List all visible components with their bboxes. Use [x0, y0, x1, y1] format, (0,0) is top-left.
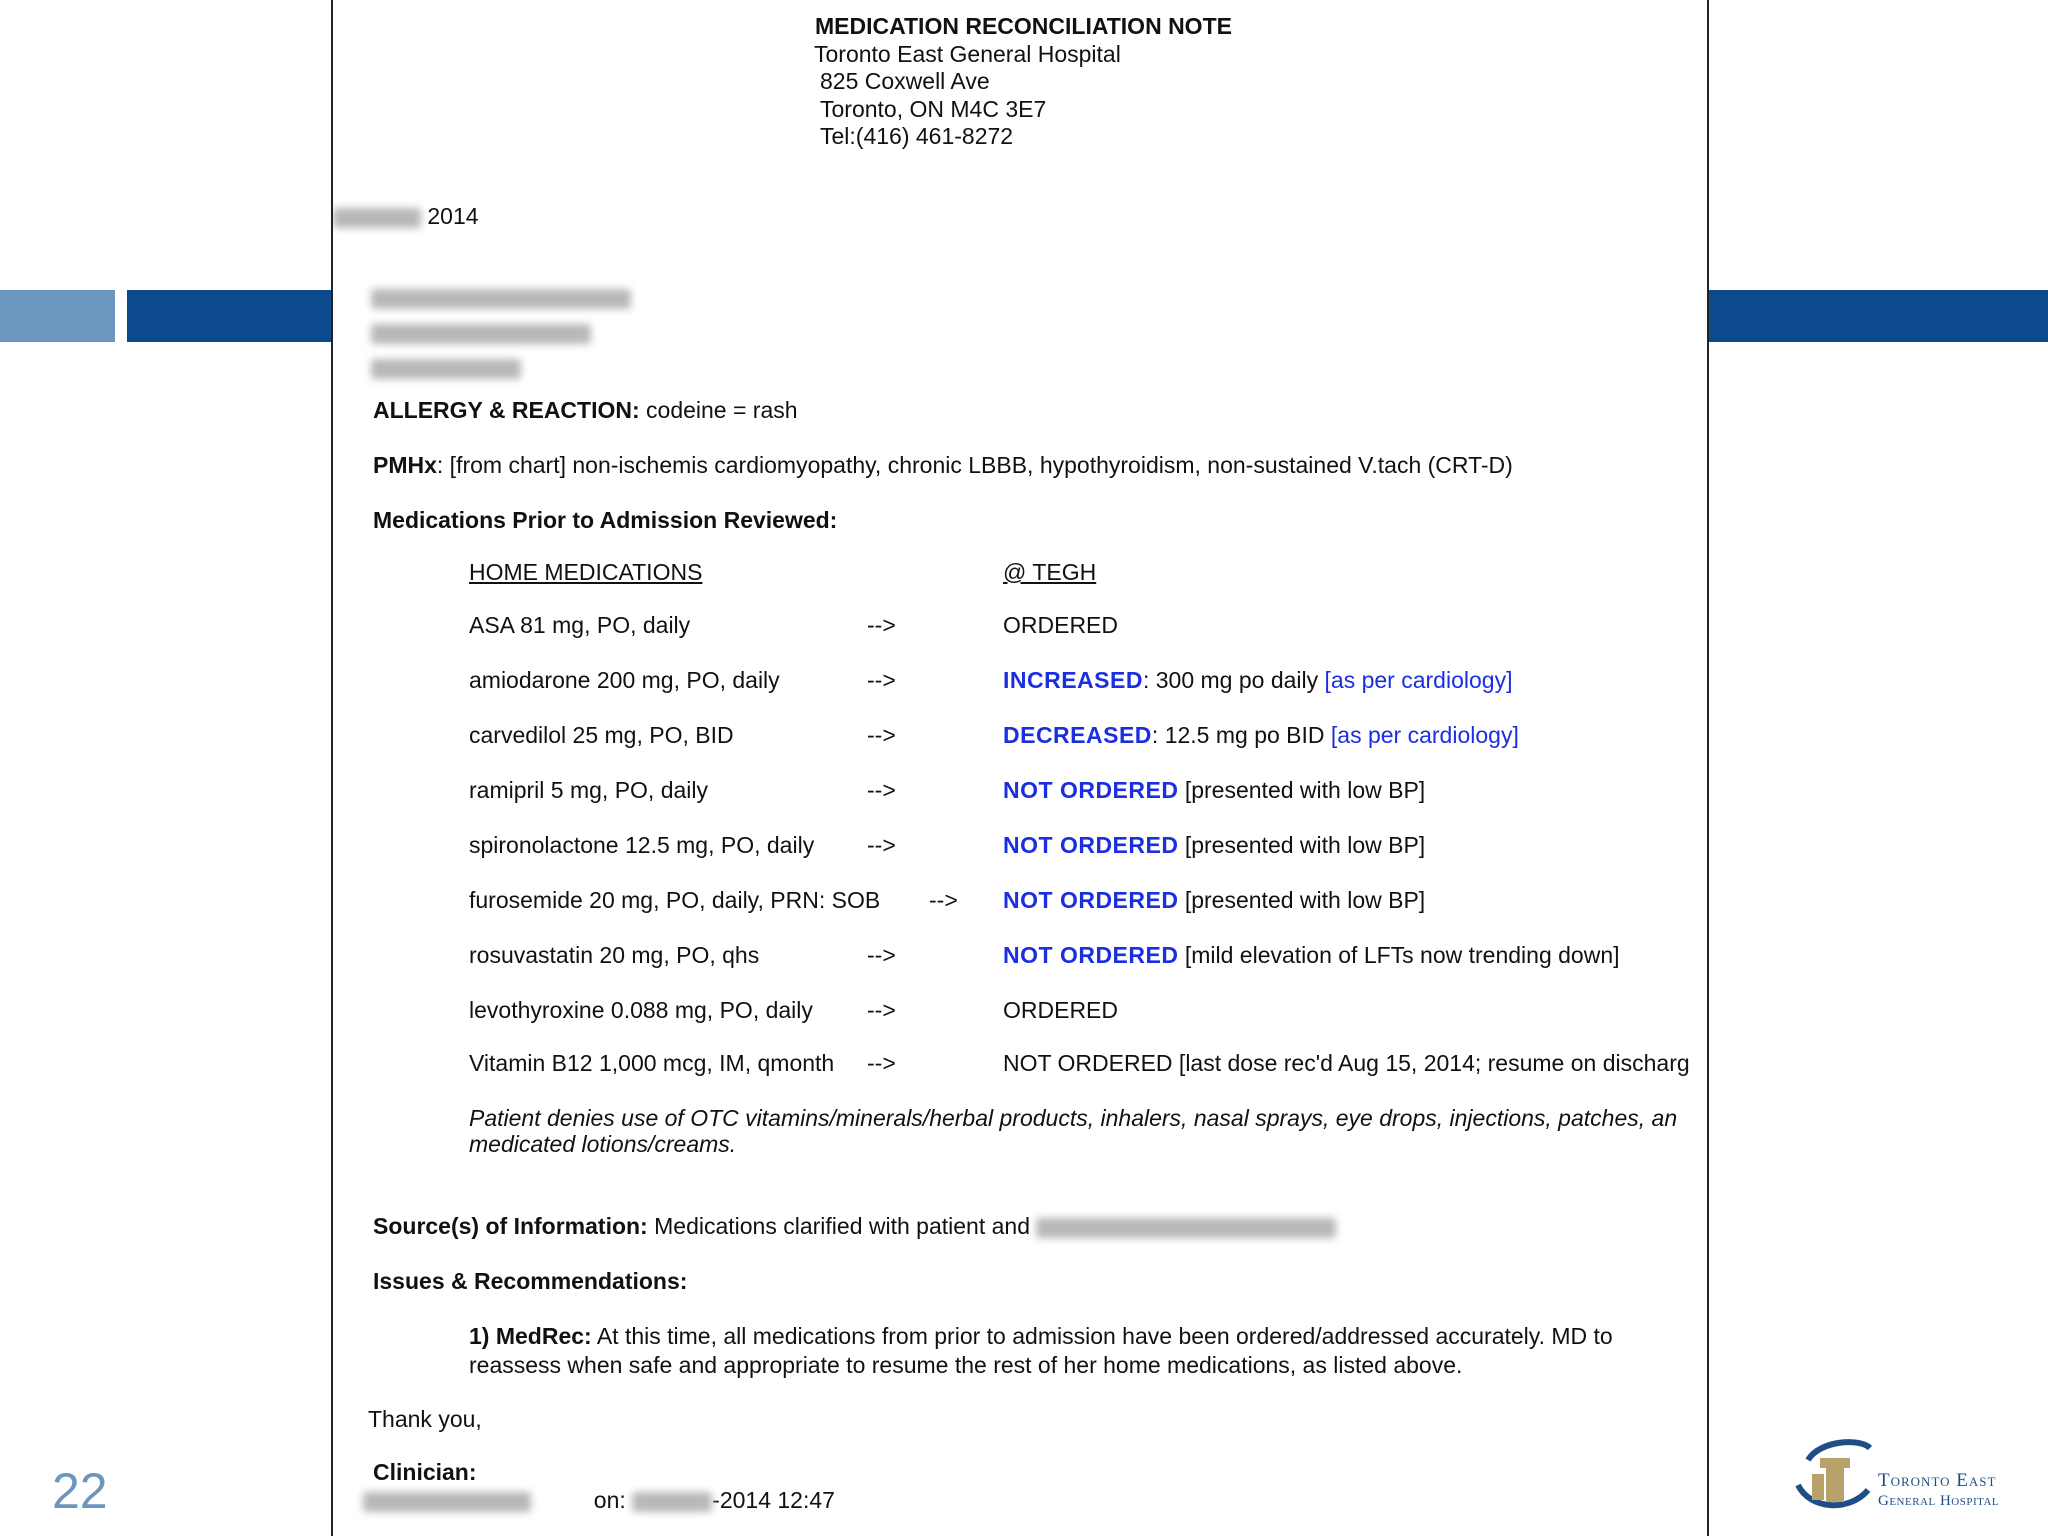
med-status-2: INCREASED: [1003, 667, 1143, 693]
hospital-logo-text: [1878, 1470, 1999, 1512]
slide-number: 22: [52, 1463, 108, 1519]
clinician-label: Clinician:: [373, 1459, 477, 1485]
meds-heading: Medications Prior to Admission Reviewed:: [373, 507, 838, 533]
sources-label: Source(s) of Information:: [373, 1213, 648, 1239]
slide-band-dark-right: [1705, 290, 2048, 342]
logo-line-1: Toronto East: [1878, 1470, 1997, 1491]
med-status-9: NOT ORDERED: [1003, 1050, 1173, 1076]
med-arrow-5: -->: [867, 832, 896, 858]
hospital-name: Toronto East General Hospital: [814, 41, 1121, 67]
slide-band-dark-left: [127, 290, 332, 342]
col-home-medications: HOME MEDICATIONS: [469, 559, 703, 585]
med-home-1: ASA 81 mg, PO, daily: [469, 612, 691, 638]
med-status-8: ORDERED: [1003, 997, 1119, 1023]
med-detail-9: [last dose rec'd Aug 15, 2014; resume on discharg: [1172, 1050, 1690, 1076]
med-arrow-7: -->: [867, 942, 896, 968]
redacted-clinician-date: [632, 1492, 712, 1512]
recommendation-line-2: reassess when safe and appropriate to resume the rest of her home medications, as listed above.: [469, 1352, 1463, 1378]
med-detail-2: : 300 mg po daily: [1142, 667, 1325, 693]
med-detail-3: : 12.5 mg po BID: [1151, 722, 1331, 748]
issues-heading: Issues & Recommendations:: [373, 1268, 688, 1294]
otc-note-line-1: Patient denies use of OTC vitamins/minerals/herbal products, inhalers, nasal sprays, eye drops, injections, patches, an: [469, 1105, 1678, 1131]
med-arrow-4: -->: [867, 777, 896, 803]
med-home-6: furosemide 20 mg, PO, daily, PRN: SOB: [469, 887, 881, 913]
document-title: MEDICATION RECONCILIATION NOTE: [815, 13, 1232, 39]
med-detail-4: [presented with low BP]: [1178, 777, 1426, 803]
recommendation-label: 1) MedRec:: [469, 1323, 592, 1349]
redacted-pharmacy: [1036, 1218, 1336, 1238]
allergy-label: ALLERGY & REACTION:: [373, 397, 640, 423]
med-tegh-9: [1003, 1050, 1690, 1077]
med-home-5: spironolactone 12.5 mg, PO, daily: [469, 832, 815, 858]
note-date: [333, 203, 479, 230]
med-tegh-1: [1003, 612, 1118, 639]
document-page: [331, 0, 1709, 1536]
thank-you: Thank you,: [368, 1406, 482, 1432]
med-home-4: ramipril 5 mg, PO, daily: [469, 777, 709, 803]
med-status-5: NOT ORDERED: [1003, 832, 1179, 858]
col-tegh: @ TEGH: [1003, 559, 1097, 585]
pmhx-line: [373, 452, 1513, 479]
clinician-line: [363, 1487, 835, 1514]
med-arrow-8: -->: [867, 997, 896, 1023]
med-tegh-2: [1003, 667, 1512, 694]
clinician-time: -2014 12:47: [712, 1487, 835, 1513]
med-detail-7: [mild elevation of LFTs now trending down]: [1178, 942, 1620, 968]
med-home-8: levothyroxine 0.088 mg, PO, daily: [469, 997, 813, 1023]
redacted-date: [333, 208, 421, 228]
med-tegh-8: [1003, 997, 1118, 1024]
note-date-year: 2014: [427, 203, 479, 229]
med-detail-5: [presented with low BP]: [1178, 832, 1426, 858]
med-note-2: [as per cardiology]: [1324, 667, 1513, 693]
med-home-7: rosuvastatin 20 mg, PO, qhs: [469, 942, 760, 968]
slide-band-light: [0, 290, 115, 342]
med-home-9: Vitamin B12 1,000 mcg, IM, qmonth: [469, 1050, 835, 1076]
hospital-phone: Tel:(416) 461-8272: [820, 123, 1014, 149]
redacted-clinician-name: [363, 1492, 531, 1512]
med-status-6: NOT ORDERED: [1003, 887, 1179, 913]
med-arrow-9: -->: [867, 1050, 896, 1076]
sources-line: [373, 1213, 1336, 1240]
pmhx-value: : [from chart] non-ischemis cardiomyopathy, chronic LBBB, hypothyroidism, non-sustained V.tach (CRT-D): [436, 452, 1513, 478]
med-status-1: ORDERED: [1003, 612, 1119, 638]
med-arrow-6: -->: [929, 887, 958, 913]
pmhx-label: PMHx: [373, 452, 437, 478]
med-status-4: NOT ORDERED: [1003, 777, 1179, 803]
med-note-3: [as per cardiology]: [1330, 722, 1519, 748]
allergy-value: codeine = rash: [639, 397, 798, 423]
med-tegh-5: [1003, 832, 1425, 859]
med-tegh-4: [1003, 777, 1425, 804]
hospital-address-2: Toronto, ON M4C 3E7: [820, 96, 1047, 122]
med-status-7: NOT ORDERED: [1003, 942, 1179, 968]
med-home-2: amiodarone 200 mg, PO, daily: [469, 667, 780, 693]
med-tegh-3: [1003, 722, 1519, 749]
recommendation-text-1: At this time, all medications from prior to admission have been ordered/addressed accurately. MD to: [591, 1323, 1613, 1349]
hospital-address-1: 825 Coxwell Ave: [820, 68, 990, 94]
med-arrow-2: -->: [867, 667, 896, 693]
redacted-patient-info: [371, 284, 631, 381]
med-detail-6: [presented with low BP]: [1178, 887, 1426, 913]
clinician-on-label: on:: [593, 1487, 626, 1513]
med-arrow-1: -->: [867, 612, 896, 638]
sources-value: Medications clarified with patient and: [647, 1213, 1037, 1239]
recommendation-line-1: [469, 1323, 1613, 1350]
med-tegh-7: [1003, 942, 1620, 969]
logo-line-2: General Hospital: [1878, 1493, 2000, 1509]
otc-note-line-2: medicated lotions/creams.: [469, 1131, 737, 1157]
med-tegh-6: [1003, 887, 1425, 914]
med-status-3: DECREASED: [1003, 722, 1152, 748]
med-home-3: carvedilol 25 mg, PO, BID: [469, 722, 734, 748]
allergy-line: [373, 397, 798, 424]
med-arrow-3: -->: [867, 722, 896, 748]
